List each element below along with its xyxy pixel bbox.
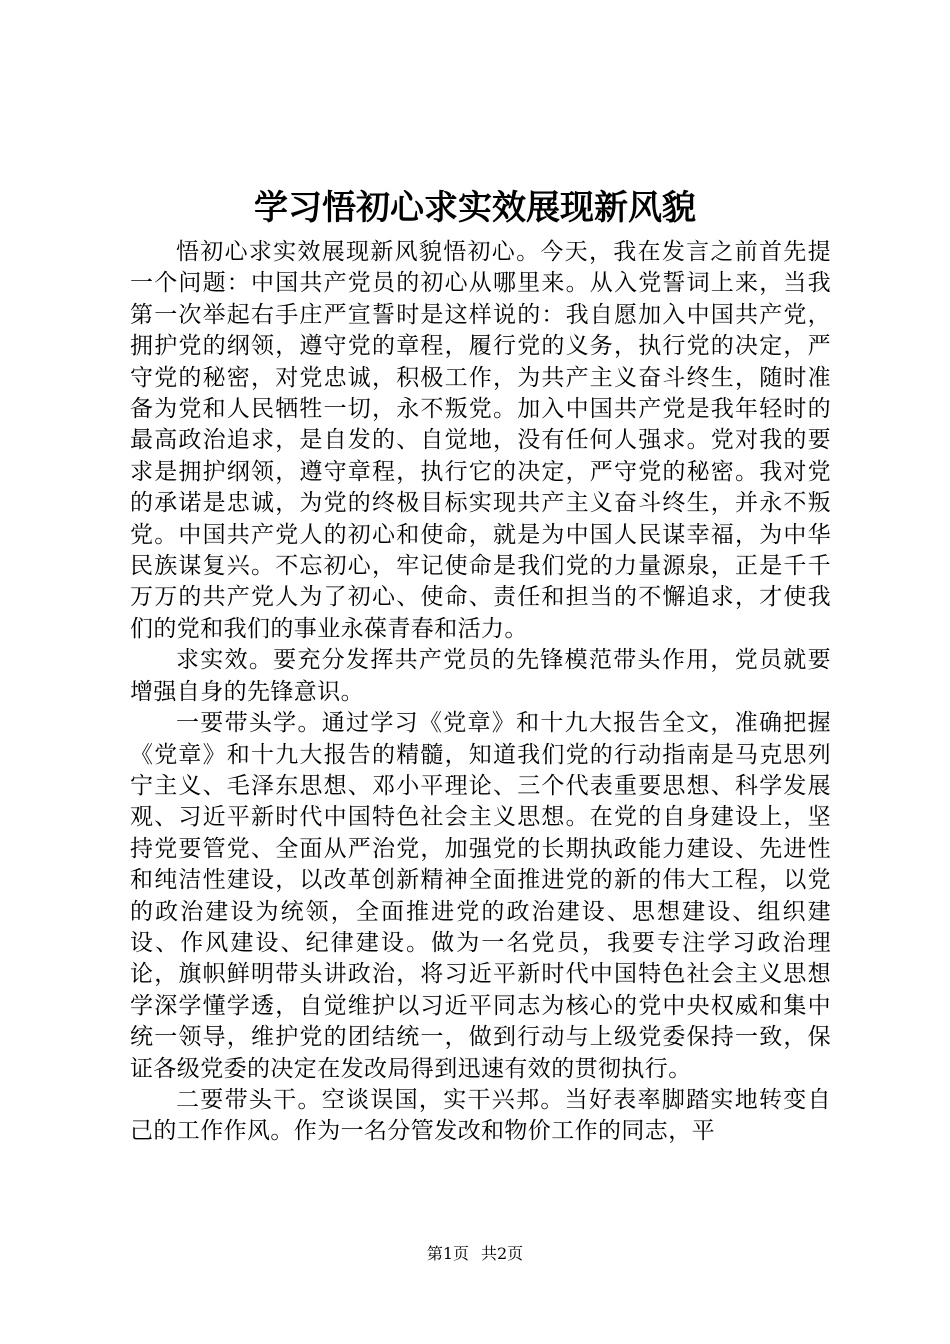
page-total: 共2页 [481,1244,524,1263]
page-number: 第1页 [426,1244,469,1263]
page-footer [0,1243,950,1265]
paragraph-lead-study: 一要带头学。通过学习《党章》和十九大报告全文，准确把握《党章》和十九大报告的精髓，知道我们党的行动指南是马克思列宁主义、毛泽东思想、邓小平理论、三个代表重要思想、科学发展观、习近平新时代中国特色社会主义思想。在党的自身建设上，坚持党要管党、全面从严治党，加强党的长期执政能力建设、先进性和纯洁性建设，以改革创新精神全面推进党的新的伟大工程，以党的政治建设为统领，全面推进党的政治建设、思想建设、组织建设、作风建设、纪律建设。做为一名党员，我要专注学习政治理论，旗帜鲜明带头讲政治，将习近平新时代中国特色社会主义思想学深学懂学透，自觉维护以习近平同志为核心的党中央权威和集中统一领导，维护党的团结统一，做到行动与上级党委保持一致，保证各级党委的决定在发改局得到迅速有效的贯彻执行。 [130,710,831,1082]
paragraph-seek-results: 求实效。要充分发挥共产党员的先锋模范带头作用，党员就要增强自身的先锋意识。 [130,647,831,705]
paragraph-lead-work: 二要带头干。空谈误国，实干兴邦。当好表率脚踏实地转变自己的工作作风。作为一名分管发改和物价工作的同志，平 [130,1086,831,1145]
document-body [130,237,831,1148]
document-title: 学习悟初心求实效展现新风貌 [254,188,696,228]
paragraph-intro: 悟初心求实效展现新风貌悟初心。今天，我在发言之前首先提一个问题：中国共产党员的初心从哪里来。从入党誓词上来，当我第一次举起右手庄严宣誓时是这样说的：我自愿加入中国共产党，拥护党的纲领，遵守党的章程，履行党的义务，执行党的决定，严守党的秘密，对党忠诚，积极工作，为共产主义奋斗终生，随时准备为党和人民牺牲一切，永不叛党。加入中国共产党是我年轻时的最高政治追求，是自发的、自觉地，没有任何人强求。党对我的要求是拥护纲领，遵守章程，执行它的决定，严守党的秘密。我对党的承诺是忠诚，为党的终极目标实现共产主义奋斗终生，并永不叛党。中国共产党人的初心和使命，就是为中国人民谋幸福，为中华民族谋复兴。不忘初心，牢记使命是我们党的力量源泉，正是千千万万的共产党人为了初心、使命、责任和担当的不懈追求，才使我们的党和我们的事业永葆青春和活力。 [130,239,831,642]
